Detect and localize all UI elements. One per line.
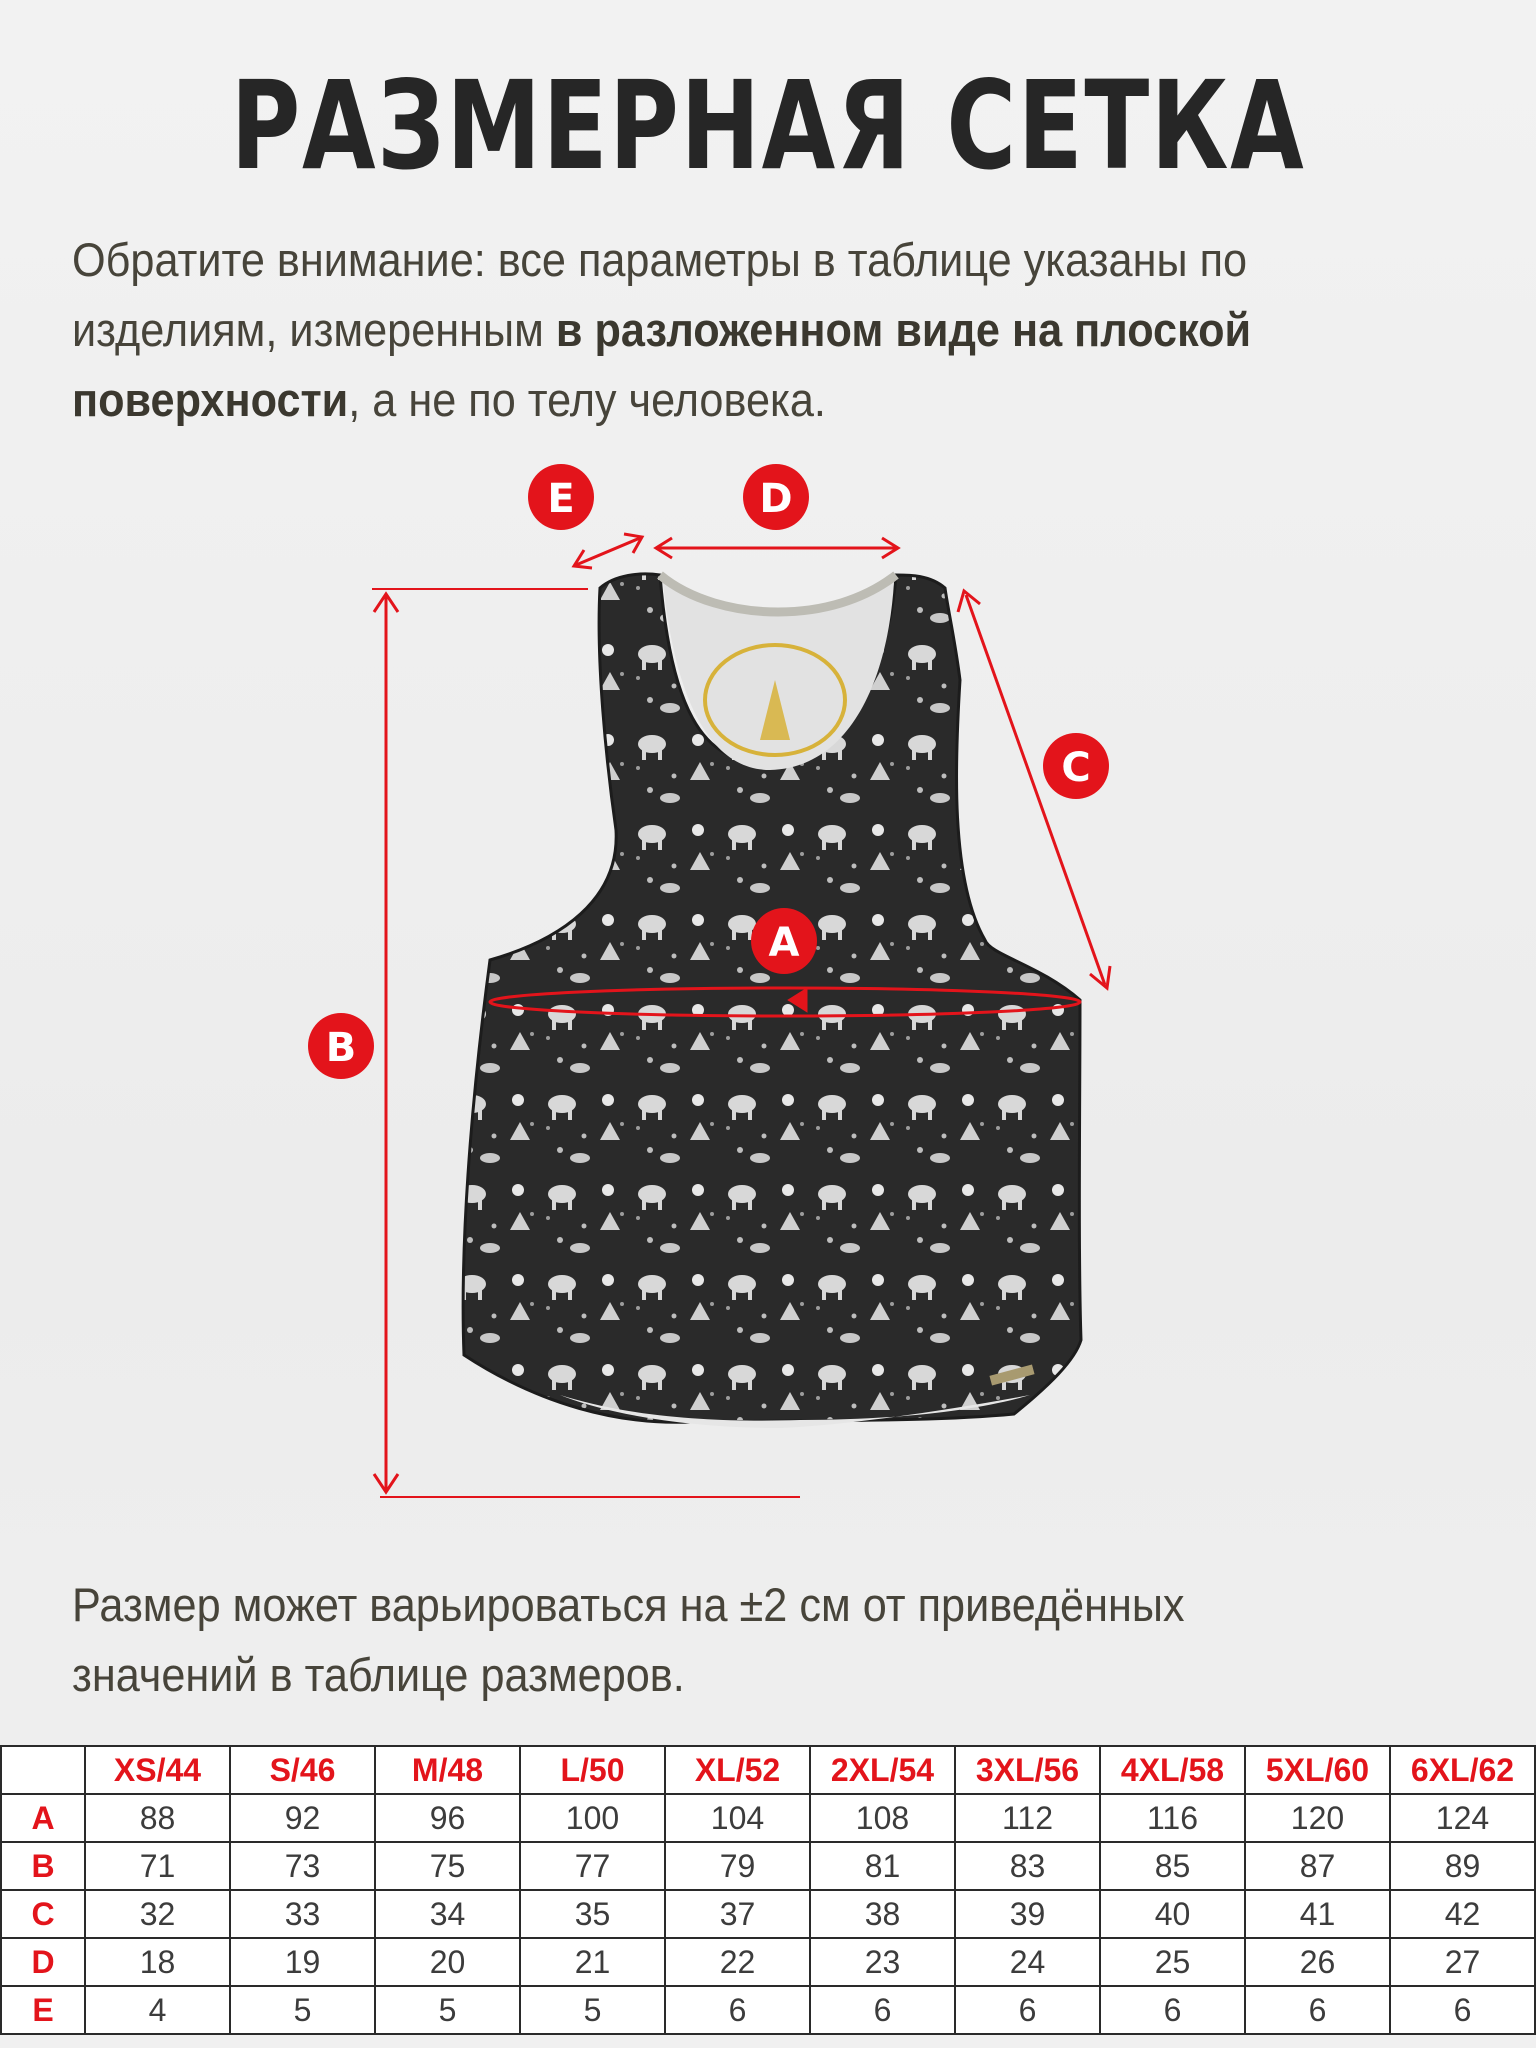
notice-text-bold: в разложенном виде на плоской поверхности bbox=[72, 303, 1252, 426]
size-header: 4XL/58 bbox=[1100, 1746, 1245, 1794]
table-cell: 89 bbox=[1390, 1842, 1535, 1890]
table-cell: 71 bbox=[85, 1842, 230, 1890]
size-header: M/48 bbox=[375, 1746, 520, 1794]
table-cell: 25 bbox=[1100, 1938, 1245, 1986]
table-row bbox=[1, 1938, 1535, 1986]
table-row bbox=[1, 1986, 1535, 2034]
table-cell: 6 bbox=[1245, 1986, 1390, 2034]
table-cell: 85 bbox=[1100, 1842, 1245, 1890]
table-cell: 88 bbox=[85, 1794, 230, 1842]
table-row bbox=[1, 1794, 1535, 1842]
table-cell: 19 bbox=[230, 1938, 375, 1986]
table-cell: 38 bbox=[810, 1890, 955, 1938]
table-cell: 83 bbox=[955, 1842, 1100, 1890]
badge-c-label: C bbox=[1061, 745, 1091, 791]
row-label: C bbox=[1, 1890, 85, 1938]
table-cell: 18 bbox=[85, 1938, 230, 1986]
table-cell: 96 bbox=[375, 1794, 520, 1842]
size-header: 5XL/60 bbox=[1245, 1746, 1390, 1794]
table-cell: 26 bbox=[1245, 1938, 1390, 1986]
table-cell: 24 bbox=[955, 1938, 1100, 1986]
size-header: XL/52 bbox=[665, 1746, 810, 1794]
line-e bbox=[576, 538, 640, 565]
table-cell: 34 bbox=[375, 1890, 520, 1938]
table-cell: 20 bbox=[375, 1938, 520, 1986]
row-label: D bbox=[1, 1938, 85, 1986]
table-cell: 6 bbox=[1100, 1986, 1245, 2034]
table-row bbox=[1, 1842, 1535, 1890]
table-cell: 112 bbox=[955, 1794, 1100, 1842]
row-label: A bbox=[1, 1794, 85, 1842]
size-header: L/50 bbox=[520, 1746, 665, 1794]
table-cell: 33 bbox=[230, 1890, 375, 1938]
size-header: 3XL/56 bbox=[955, 1746, 1100, 1794]
table-cell: 75 bbox=[375, 1842, 520, 1890]
table-cell: 6 bbox=[1390, 1986, 1535, 2034]
table-cell: 5 bbox=[375, 1986, 520, 2034]
table-cell: 6 bbox=[665, 1986, 810, 2034]
table-cell: 42 bbox=[1390, 1890, 1535, 1938]
size-header: 2XL/54 bbox=[810, 1746, 955, 1794]
table-cell: 100 bbox=[520, 1794, 665, 1842]
table-cell: 92 bbox=[230, 1794, 375, 1842]
table-cell: 116 bbox=[1100, 1794, 1245, 1842]
badge-d bbox=[743, 464, 809, 530]
size-header: S/46 bbox=[230, 1746, 375, 1794]
notice-text-start: Обратите внимание: все параметры в таблице указаны по изделиям, измеренным bbox=[72, 233, 1248, 356]
table-cell: 23 bbox=[810, 1938, 955, 1986]
table-cell: 35 bbox=[520, 1890, 665, 1938]
table-cell: 21 bbox=[520, 1938, 665, 1986]
table-cell: 6 bbox=[810, 1986, 955, 2034]
table-cell: 79 bbox=[665, 1842, 810, 1890]
size-header: XS/44 bbox=[85, 1746, 230, 1794]
table-cell: 87 bbox=[1245, 1842, 1390, 1890]
table-cell: 27 bbox=[1390, 1938, 1535, 1986]
table-cell: 104 bbox=[665, 1794, 810, 1842]
table-cell: 77 bbox=[520, 1842, 665, 1890]
row-label: E bbox=[1, 1986, 85, 2034]
badge-a-label: A bbox=[768, 920, 800, 966]
table-cell: 4 bbox=[85, 1986, 230, 2034]
table-cell: 73 bbox=[230, 1842, 375, 1890]
measurement-notice bbox=[72, 225, 1378, 435]
row-label: B bbox=[1, 1842, 85, 1890]
table-cell: 32 bbox=[85, 1890, 230, 1938]
badge-b bbox=[308, 1013, 374, 1079]
tank-top-measurement-diagram bbox=[0, 440, 1536, 1520]
page-title: РАЗМЕРНАЯ СЕТКА bbox=[230, 55, 1306, 197]
badge-c bbox=[1043, 733, 1109, 799]
table-cell: 41 bbox=[1245, 1890, 1390, 1938]
badge-e-label: E bbox=[547, 476, 575, 522]
table-row bbox=[1, 1890, 1535, 1938]
badge-d-label: D bbox=[759, 476, 793, 522]
badge-b-label: B bbox=[325, 1025, 357, 1071]
table-cell: 39 bbox=[955, 1890, 1100, 1938]
badge-e bbox=[528, 464, 594, 530]
table-cell: 40 bbox=[1100, 1890, 1245, 1938]
table-cell: 124 bbox=[1390, 1794, 1535, 1842]
size-header-row bbox=[1, 1746, 1535, 1794]
table-cell: 37 bbox=[665, 1890, 810, 1938]
badge-a bbox=[751, 908, 817, 974]
table-cell: 6 bbox=[955, 1986, 1100, 2034]
corner-cell bbox=[1, 1746, 85, 1794]
size-header: 6XL/62 bbox=[1390, 1746, 1535, 1794]
size-variance-note: Размер может варьироваться на ±2 см от приведённых значений в таблице размеров. bbox=[72, 1578, 1185, 1701]
notice-text-end: , а не по телу человека. bbox=[348, 373, 826, 426]
table-cell: 5 bbox=[230, 1986, 375, 2034]
table-cell: 22 bbox=[665, 1938, 810, 1986]
table-cell: 120 bbox=[1245, 1794, 1390, 1842]
table-cell: 5 bbox=[520, 1986, 665, 2034]
table-cell: 81 bbox=[810, 1842, 955, 1890]
table-cell: 108 bbox=[810, 1794, 955, 1842]
size-table bbox=[0, 1745, 1536, 2035]
